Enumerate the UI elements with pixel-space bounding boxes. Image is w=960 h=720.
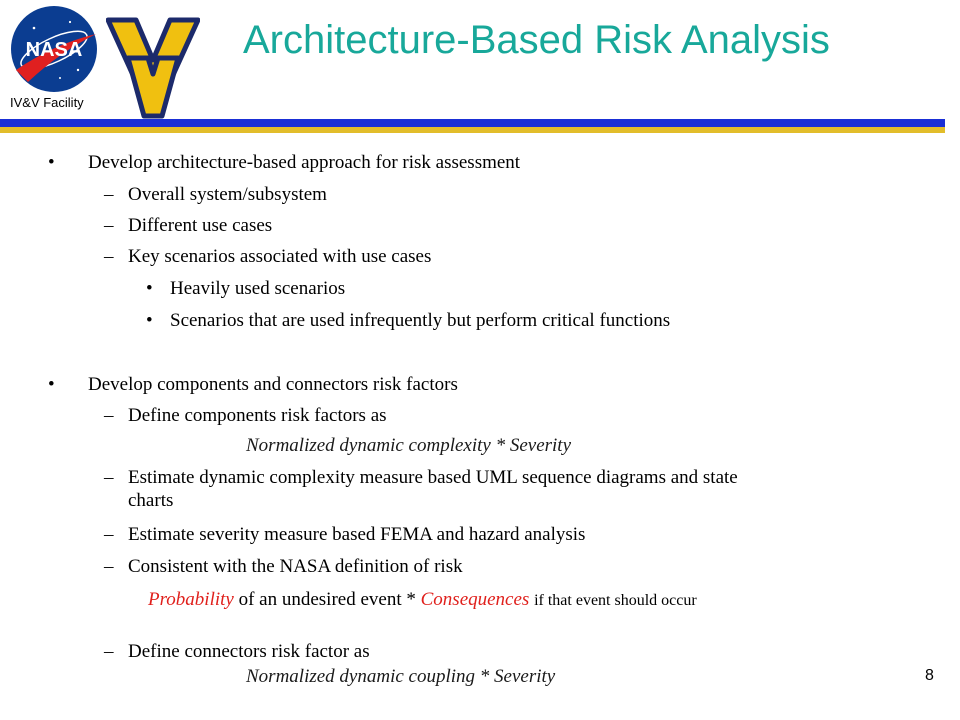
risk-definition (148, 589, 697, 612)
sub-bullet-define-connectors: – Define connectors risk factor as (128, 641, 370, 663)
nasa-logo (8, 4, 100, 94)
sub-bullet-nasa-definition: – Consistent with the NASA definition of risk (128, 556, 463, 578)
sub-bullet-dynamic-complexity-cont: charts (128, 490, 174, 511)
bullet-risk-factors: • Develop components and connectors risk factors (88, 374, 458, 396)
bullet-architecture-approach: • Develop architecture-based approach for risk assessment (88, 152, 520, 174)
sub-bullet-use-cases: – Different use cases (128, 215, 272, 237)
risk-probability: Probability (148, 589, 234, 610)
sub-sub-bullet-infrequent-critical: • Scenarios that are used infrequently but perform critical functions (170, 310, 670, 332)
sub-bullet-severity: – Estimate severity measure based FEMA and hazard analysis (128, 524, 585, 546)
formula-component-risk: Normalized dynamic complexity * Severity (246, 435, 572, 456)
wvu-logo (106, 16, 200, 120)
sub-bullet-overall-system: – Overall system/subsystem (128, 184, 327, 206)
sub-bullet-key-scenarios: – Key scenarios associated with use cases (128, 246, 431, 268)
formula-connector-risk: Normalized dynamic coupling * Severity (246, 666, 556, 687)
sub-sub-bullet-heavily-used: • Heavily used scenarios (170, 278, 345, 300)
risk-event: of an undesired event * (238, 589, 416, 610)
nasa-logo-text: NASA (25, 39, 83, 61)
risk-condition: if that event should occur (534, 592, 697, 609)
sub-bullet-define-components: – Define components risk factors as (128, 405, 387, 427)
slide-title: Architecture-Based Risk Analysis (243, 18, 830, 62)
header-bar-gold (0, 127, 945, 133)
header-bar-blue (0, 119, 945, 127)
risk-consequences: Consequences (420, 589, 530, 610)
sub-bullet-dynamic-complexity: – Estimate dynamic complexity measure based UML sequence diagrams and state (128, 467, 738, 489)
facility-label: IV&V Facility (10, 95, 84, 110)
slide-number: 8 (925, 667, 934, 684)
